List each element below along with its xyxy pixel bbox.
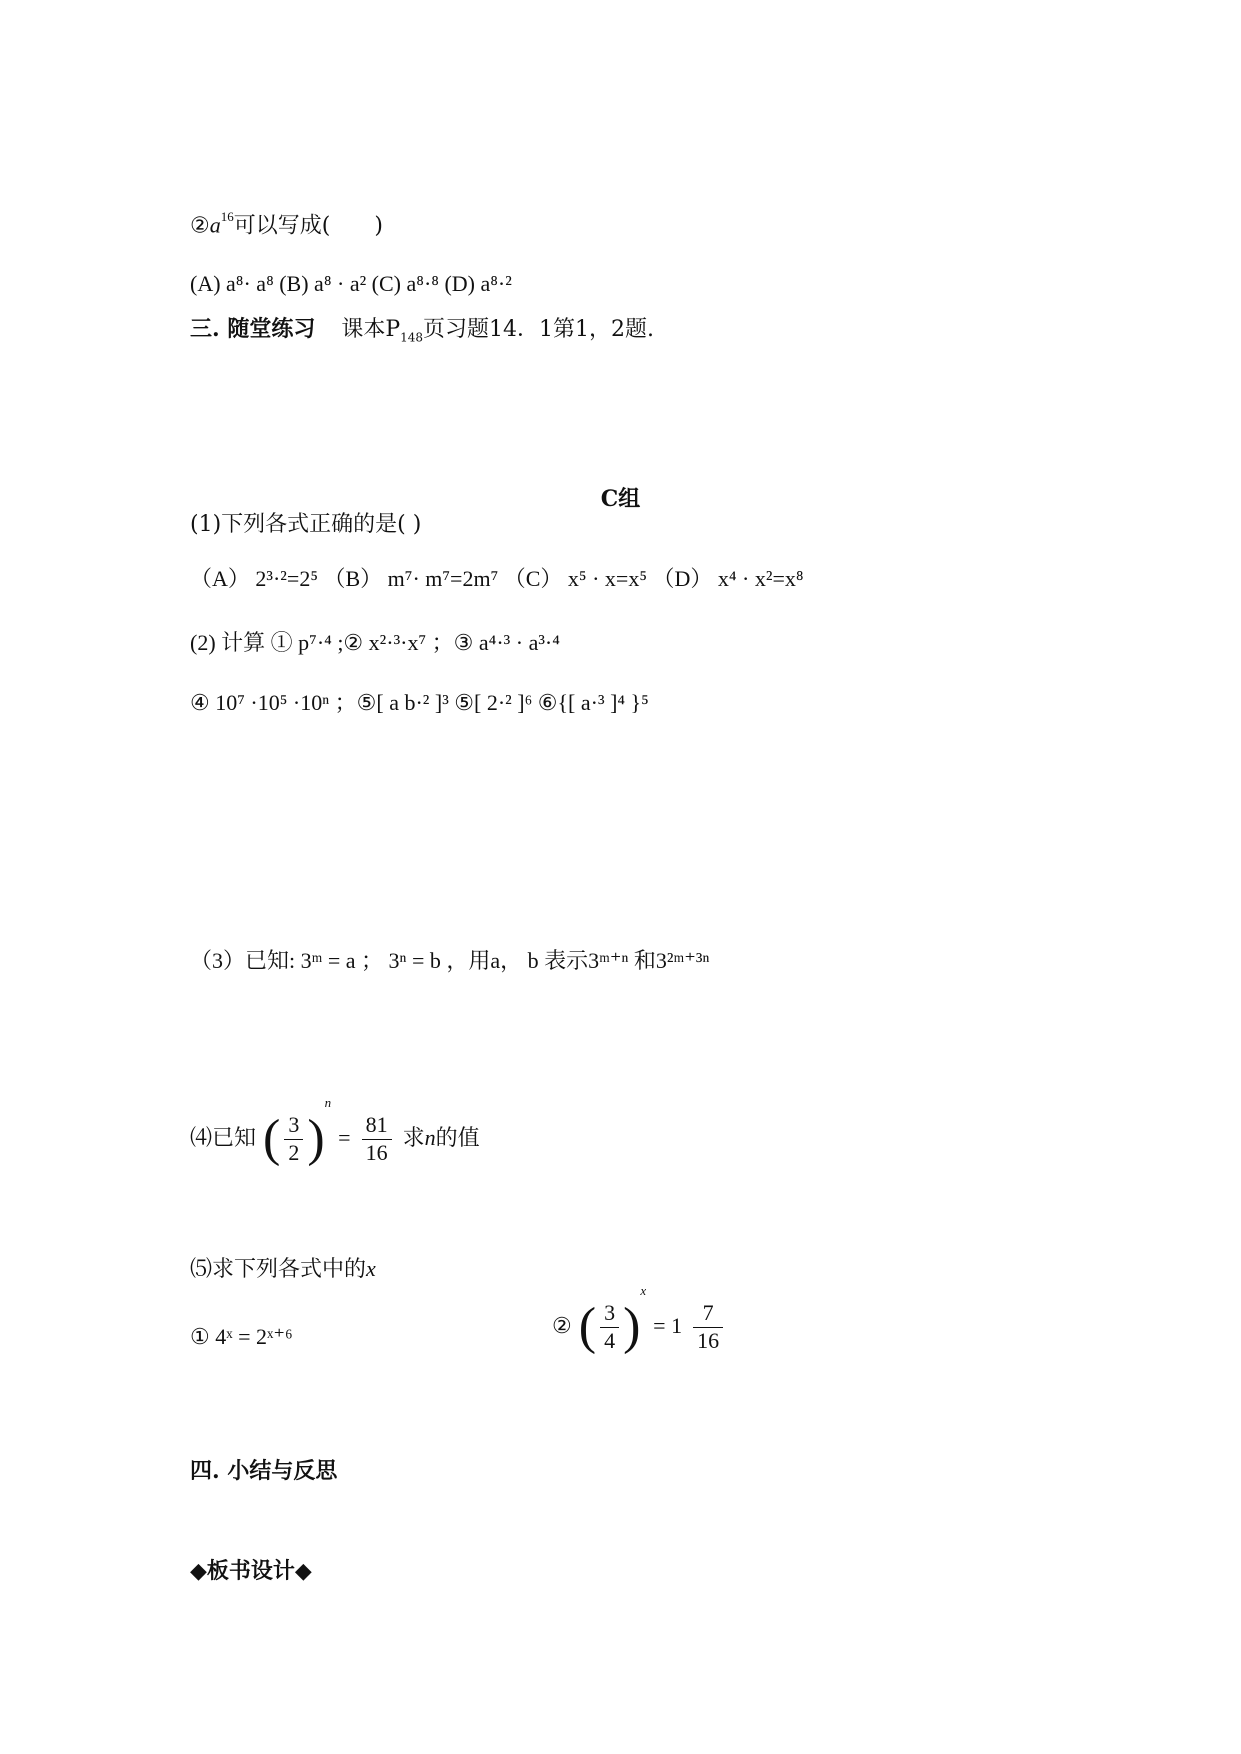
c5-item1: ① 4ˣ = 2ˣ⁺⁶ (190, 1324, 293, 1349)
c2-line1: (2) 计算 ① p⁷·⁴ ;② x²·³·x⁷ ；③ a⁴·³ · a³·⁴ (190, 630, 560, 655)
c4-line: ⑷已知 ( $\frac{3}{2}$ )$^n$ = $\frac{81}{16}$ 求n的值 (190, 1094, 480, 1167)
c1-options: （A） 2³·²=2⁵ （B） m⁷· m⁷=2m⁷ （C） x⁵ · x=x⁵ （D） x⁴ · x²=x⁸ (190, 566, 804, 591)
c5-rhs-fraction: $\frac{7}{16}$ (693, 1300, 723, 1354)
c2-line2: ④ 10⁷ ·10⁵ ·10ⁿ ；⑤[ a b·² ]³ ⑤[ 2·² ]⁶ ⑥{[ a·³ ]⁴ }⁵ (190, 690, 649, 715)
c3-text: （3）已知: 3ᵐ = a ； 3ⁿ = b ，用a， b 表示3ᵐ⁺ⁿ 和3²ᵐ⁺³ⁿ (190, 948, 710, 973)
group-c-title: C组 (600, 486, 641, 512)
board-design: ◆板书设计◆ (190, 1558, 312, 1584)
practice-heading: 三. 随堂练习 (190, 316, 316, 342)
c5-stem: ⑸求下列各式中的x (190, 1256, 376, 1282)
practice-line: 三. 随堂练习 课本$P_{148}$页习题14．1第1，2题. (190, 316, 655, 345)
summary-heading: 四. 小结与反思 (190, 1458, 338, 1484)
c5-base-fraction: $\frac{3}{4}$ (600, 1300, 619, 1354)
c4-rhs-fraction: $\frac{81}{16}$ (362, 1112, 392, 1166)
q2-stem: $②a^{16}$可以写成( ) (190, 209, 383, 239)
c1-stem: (1)下列各式正确的是( ) (190, 512, 422, 537)
c5-item2: ② ( $\frac{3}{4}$ )$^x$ = 1 $\frac{7}{16}$ (552, 1296, 727, 1358)
c4-base-fraction: $\frac{3}{2}$ (284, 1112, 303, 1166)
q2-options: (A) a⁸· a⁸ (B) a⁸ · a² (C) a⁸·⁸ (D) a⁸·² (190, 271, 512, 296)
